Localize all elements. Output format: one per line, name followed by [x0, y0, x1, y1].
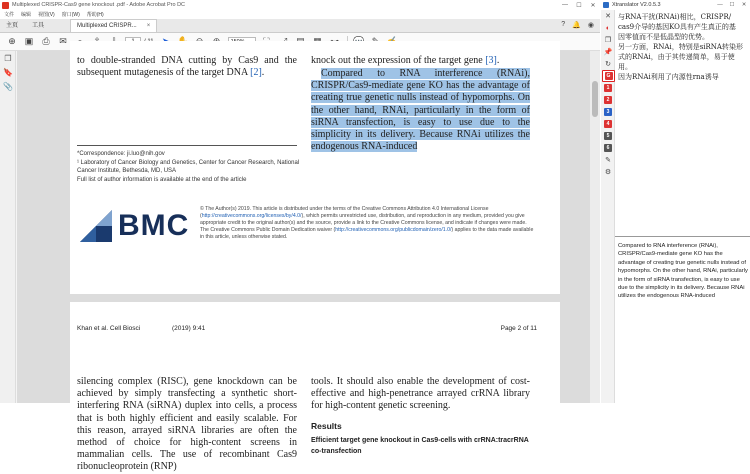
license-link-cc0[interactable]: http://creativecommons.org/publicdomain/zero/1.0/	[335, 227, 452, 233]
page-thumbnails-icon[interactable]: ❐	[4, 53, 12, 63]
bmc-logo	[80, 209, 189, 243]
tabbar-right-icons	[561, 21, 600, 32]
bmc-logo-text: BMC	[118, 209, 190, 242]
save-icon[interactable]: ▣	[24, 36, 34, 46]
tab-document[interactable]	[70, 19, 157, 32]
attachments-icon[interactable]: 📎	[3, 81, 13, 91]
left-top-sentence: to double-stranded DNA cutting by Cas9 and the subsequent mutagenesis of the target DNA	[77, 55, 297, 79]
engine-5-icon[interactable]: 5	[601, 130, 615, 142]
create-pdf-icon[interactable]: ⊕	[8, 36, 16, 46]
license-part-1: © The Author(s) 2019. This article is distributed under the terms of the Creative Commons Attribution 4.0 International License (	[200, 206, 489, 219]
vertical-scrollbar[interactable]	[590, 51, 600, 403]
page1-right-top-text	[311, 55, 530, 67]
running-header-page: Page 2 of 11	[500, 325, 537, 332]
engine-google-icon[interactable]	[601, 70, 615, 82]
source-text-input[interactable]: Compared to RNA interference (RNAi), CRISPR/Cas9-mediate gene KO has the advantage of creating true genetic nulls instead of hypomorphs. On the other hand, RNAi, particularly in the form of siRNA transfection, is easy to use due to the simplicity in its delivery. Because RNAi utilizes the endogenous RNA-induced	[618, 243, 748, 300]
menu-file[interactable]: 文件	[4, 12, 15, 18]
translation-line: 因为RNAi利用了内源性rna诱导	[618, 73, 719, 81]
maximize-button[interactable]: ☐	[576, 2, 582, 9]
results-subheading: Efficient target gene knockout in Cas9-cells with crRNA:tracrRNA co-transfection	[311, 437, 529, 455]
chinese-translation-output[interactable]	[618, 12, 748, 82]
footnote-author-info: Full list of author information is available at the end of the article	[77, 177, 247, 183]
citation-link-2[interactable]: [2]	[250, 67, 262, 79]
document-viewer[interactable]	[17, 51, 600, 473]
translation-line: 用。	[618, 63, 632, 71]
translation-line: 因零值而不是低晶型的优势。	[618, 33, 709, 41]
pdf-page-2	[70, 302, 560, 473]
toggle-icon[interactable]: ◐	[605, 24, 611, 32]
engine-3-icon[interactable]: 3	[601, 106, 615, 118]
running-header-year: (2019) 9:41	[172, 325, 206, 332]
footnote-correspondence: *Correspondence: ji.luo@nih.gov	[77, 151, 165, 157]
menu-bar	[0, 10, 600, 19]
left-navigation-rail	[0, 51, 16, 403]
edit-icon[interactable]: ✎	[605, 157, 611, 164]
right-top-sentence: knock out the expression of the target gene	[311, 55, 483, 66]
running-header-authors: Khan et al. Cell Biosci	[77, 325, 141, 332]
xtranslator-window	[601, 0, 750, 403]
print-icon[interactable]: ⎙	[42, 36, 50, 46]
footnote-affiliation: ¹ Laboratory of Cancer Biology and Genetics, Center for Cancer Research, National Cancer Institute, Bethesda, MD, USA	[77, 160, 300, 174]
account-icon[interactable]: ◉	[587, 22, 594, 29]
pin-icon[interactable]: 📌	[603, 49, 613, 56]
translation-line: 式的RNAi，由于其传递简单，易于使	[618, 53, 735, 61]
tab-document-label: Multiplexed CRISPR...	[77, 23, 137, 29]
tab-tools[interactable]: 工具	[32, 23, 45, 29]
xt-maximize-button[interactable]: ☐	[729, 2, 735, 8]
license-part-2: ), which permits unrestricted use, distribution, and reproduction in any medium, provided you give appropriate credit to the original author(s) and the source, provide a link to the Creative Commons license, and indicate if changes were made. The Creative Commons Public Domain Dedication waiver (	[200, 213, 527, 233]
pdf-page-1	[70, 41, 560, 294]
close-button[interactable]: ✕	[590, 2, 596, 9]
menu-edit[interactable]: 编辑	[21, 12, 32, 18]
footnote-rule	[77, 145, 297, 146]
translation-line: 另一方面，RNAi，特别是siRNA转染形	[618, 43, 743, 51]
engine-6-icon[interactable]: 6	[601, 142, 615, 154]
page1-left-top-text	[77, 55, 297, 79]
page2-running-header	[77, 325, 537, 332]
acrobat-window-title: Multiplexed CRISPR-Cas9 gene knockout .pdf - Adobe Acrobat Pro DC	[12, 2, 186, 8]
xt-minimize-button[interactable]: —	[717, 2, 723, 8]
help-icon[interactable]: ?	[561, 21, 566, 28]
engine-2-icon[interactable]: 2	[601, 94, 615, 106]
license-text	[200, 206, 535, 241]
menu-window[interactable]: 窗口(W)	[61, 12, 80, 18]
page2-left-column: silencing complex (RISC), gene knockdown can be achieved by simply transfecting a synthetic short-interfering RNA (siRNA) duplex into cells, a process that is both highly efficient and easily scalable. For this reason, arrayed siRNA libraries are often the method of choice for high-content screens in mammalian cells. The use of recombinant Cas9 ribonucleoprotein (RNP)	[77, 376, 297, 473]
selected-text[interactable]: Compared to RNA interference (RNAi), CRISPR/Cas9-mediate gene KO has the advantage of creating true genetic nulls instead of hypomorphs. On the other hand, RNAi, particularly in the form of siRNA transfection, is easy to use due to the simplicity in its delivery. Because RNAi utilizes the endogenous RNA-induced	[311, 68, 530, 153]
tab-home[interactable]: 主页	[6, 23, 19, 29]
xt-close-button[interactable]: ✕	[741, 2, 747, 8]
xtranslator-side-toolbar	[601, 10, 615, 403]
tab-close-icon[interactable]: ×	[146, 23, 151, 29]
left-top-period: .	[261, 67, 265, 79]
engine-4-icon[interactable]: 4	[601, 118, 615, 130]
xtranslator-titlebar	[601, 0, 750, 10]
acrobat-titlebar	[0, 0, 600, 10]
email-icon[interactable]: ✉	[59, 36, 67, 46]
refresh-icon[interactable]: ↻	[605, 61, 611, 68]
bookmarks-icon[interactable]: 🔖	[3, 67, 13, 77]
results-heading: Results	[311, 421, 342, 431]
pane-divider[interactable]	[615, 236, 750, 237]
acrobat-app-icon	[2, 2, 9, 9]
notification-icon[interactable]: 🔔	[572, 22, 581, 29]
right-top-period: .	[496, 55, 500, 66]
bmc-logo-mark	[80, 210, 112, 242]
xtranslator-app-icon	[603, 2, 609, 8]
menu-help[interactable]: 帮助(H)	[86, 12, 104, 18]
menu-view[interactable]: 视图(V)	[38, 12, 55, 18]
xtranslator-title: Xtranslator V2.0.5.3	[612, 2, 661, 8]
settings-gear-icon[interactable]: ⚙	[604, 169, 612, 176]
minimize-button[interactable]: —	[562, 2, 568, 8]
license-part-3: ) applies to the data made available in this article, unless otherwise stated.	[200, 227, 534, 240]
engine-google-active-icon[interactable]: G	[602, 70, 615, 82]
tab-bar	[0, 19, 600, 33]
highlighted-paragraph[interactable]	[311, 68, 530, 153]
translation-line: 与RNA干扰(RNAi)相比，CRISPR/	[618, 13, 732, 21]
citation-link-3[interactable]: [3]	[485, 55, 497, 66]
license-link-cc-by[interactable]: http://creativecommons.org/licenses/by/4.0/	[201, 213, 302, 219]
copy-icon[interactable]: ❐	[604, 37, 612, 44]
engine-1-icon[interactable]: 1	[601, 82, 615, 94]
scrollbar-thumb[interactable]	[592, 81, 598, 117]
clear-icon[interactable]: ✕	[605, 13, 611, 20]
page2-right-column: tools. It should also enable the development of cost-effective and high-penetrance arrayed crRNA library for high-content genetic screening.	[311, 376, 530, 412]
translation-line: cas9介导的基因KO具有产生真正的基	[618, 23, 736, 31]
